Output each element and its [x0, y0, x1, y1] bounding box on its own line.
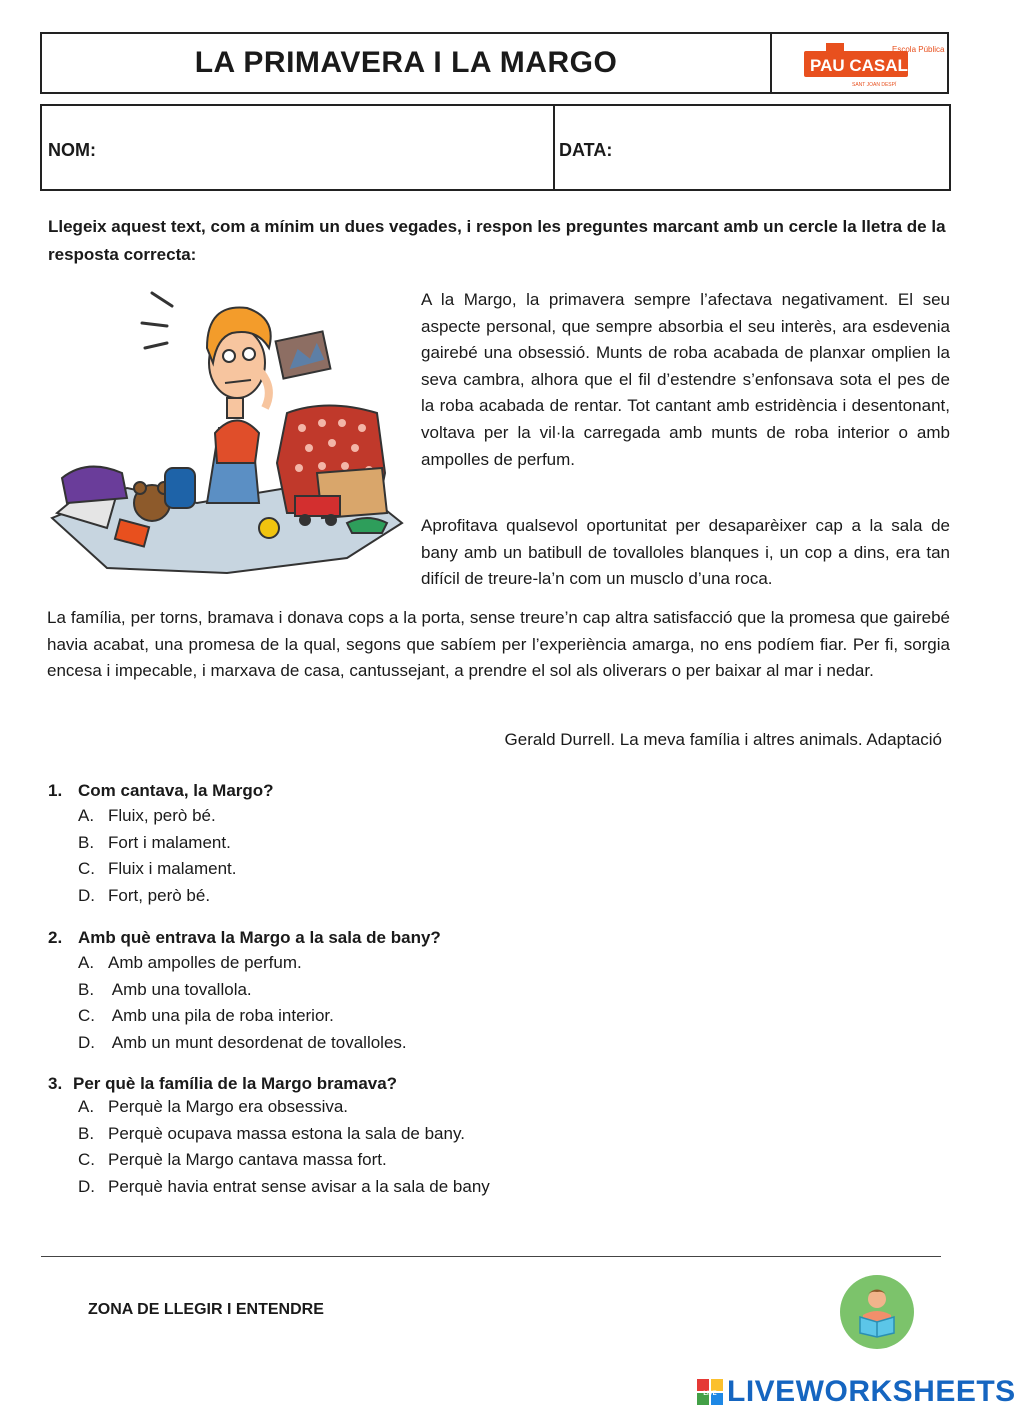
page-title: LA PRIMAVERA I LA MARGO	[194, 46, 618, 79]
date-label: DATA:	[559, 140, 613, 160]
option-letter: D.	[78, 1176, 95, 1196]
instructions: Llegeix aquest text, com a mínim un dues vegades, i respon les preguntes marcant amb un cercle la lletra de la resposta correcta:	[48, 217, 946, 264]
school-logo	[796, 40, 945, 90]
question-text: Per què la família de la Margo bramava?	[73, 1074, 398, 1093]
logo-small-text: Escola Pública	[892, 45, 945, 54]
option-a[interactable]	[78, 1094, 928, 1121]
footer-divider	[41, 1256, 941, 1257]
option-letter: B.	[78, 1123, 95, 1143]
option-c[interactable]	[78, 1003, 928, 1030]
option-text: Amb un munt desordenat de tovalloles.	[108, 1032, 407, 1052]
name-date-box	[40, 104, 951, 191]
option-text: Amb una pila de roba interior.	[108, 1006, 334, 1026]
liveworksheets-logo-icon	[697, 1379, 723, 1405]
name-label: NOM:	[48, 140, 96, 160]
option-d[interactable]	[78, 1030, 928, 1057]
option-text: Fluix, però bé.	[108, 806, 216, 825]
question-title	[48, 781, 928, 801]
option-letter: A.	[78, 953, 95, 972]
title-divider	[770, 34, 772, 92]
option-c[interactable]	[78, 856, 928, 883]
question-text: Amb què entrava la Margo a la sala de bany?	[78, 928, 441, 947]
title-box	[40, 32, 949, 94]
logo-sub-text: SANT JOAN DESPÍ	[852, 82, 897, 88]
option-b[interactable]	[78, 1121, 928, 1148]
option-b[interactable]	[78, 977, 928, 1004]
text-paragraph-3: La família, per torns, bramava i donava cops a la porta, sense treure’n cap altra satisfacció que la promesa que gairebé havia acabat, una promesa de la qual, segons que sabíem per l’experiència amarga, no ens podíem fiar. Per fi, sorgia encesa i impecable, i marxava de casa, cantussejant, a prendre el sol als oliverars o per baixar al mar i nedar.	[47, 608, 950, 681]
question-title	[48, 928, 928, 948]
option-text: Amb una tovallola.	[108, 979, 252, 999]
option-text: Perquè la Margo era obsessiva.	[108, 1097, 349, 1116]
question-number: 2.	[48, 928, 63, 947]
option-text: Fort i malament.	[108, 832, 231, 852]
option-letter: C.	[78, 1006, 95, 1026]
option-b[interactable]	[78, 830, 928, 857]
option-a[interactable]	[78, 950, 928, 977]
option-text: Perquè ocupava massa estona la sala de bany.	[108, 1123, 465, 1143]
option-letter: A.	[78, 806, 95, 825]
question-number: 3.	[48, 1074, 63, 1093]
brand-text: LIVEWORKSHEETS	[727, 1375, 1016, 1408]
question-text: Com cantava, la Margo?	[78, 781, 274, 800]
zone-label: ZONA DE LLEGIR I ENTENDRE	[88, 1301, 324, 1318]
option-c[interactable]	[78, 1147, 928, 1174]
name-date-divider	[553, 106, 555, 189]
option-d[interactable]	[78, 883, 928, 910]
logo-main-text: PAU CASALS	[810, 56, 920, 75]
question-2	[48, 928, 928, 1056]
option-letter: B.	[78, 832, 95, 852]
option-text: Fluix i malament.	[108, 859, 237, 879]
text-source: Gerald Durrell. La meva família i altres animals. Adaptació	[504, 730, 942, 749]
question-3	[48, 1074, 928, 1200]
text-paragraph-2: Aprofitava qualsevol oportunitat per desaparèixer cap a la sala de bany amb un batibull de tovalloles blanques i, un cop a dins, era tan difícil de treure-la’n com un musclo d’una roca.	[421, 516, 950, 589]
question-1	[48, 781, 928, 909]
option-letter: A.	[78, 1097, 95, 1116]
option-a[interactable]	[78, 803, 928, 830]
option-letter: D.	[78, 885, 95, 905]
option-text: Perquè la Margo cantava massa fort.	[108, 1150, 387, 1170]
option-d[interactable]	[78, 1174, 928, 1201]
brand-badge-text: LIVE	[703, 1391, 717, 1397]
option-letter: D.	[78, 1032, 95, 1052]
option-text: Amb ampolles de perfum.	[108, 953, 302, 972]
option-letter: B.	[78, 979, 95, 999]
reading-child-icon	[840, 1275, 914, 1349]
option-text: Fort, però bé.	[108, 885, 211, 905]
option-text: Perquè havia entrat sense avisar a la sala de bany	[108, 1176, 490, 1196]
option-letter: C.	[78, 859, 95, 879]
messy-room-illustration	[47, 288, 407, 576]
option-letter: C.	[78, 1150, 95, 1170]
liveworksheets-brand	[697, 1374, 1016, 1410]
text-paragraph-1: A la Margo, la primavera sempre l’afectava negativament. El seu aspecte personal, que sempre absorbia el seu interès, ara esdevenia gairebé una obsessió. Munts de roba acabada de planxar omplien la seva cambra, alhora que el fil d’estendre s’enfonsava sota el pes de la roba acabada de rentar. Tot cantant amb estridència i desentonant, voltava per la vil·la carregada amb munts de roba interior o amb ampolles de perfum.	[421, 290, 950, 469]
question-title	[48, 1074, 928, 1094]
question-number: 1.	[48, 781, 63, 800]
